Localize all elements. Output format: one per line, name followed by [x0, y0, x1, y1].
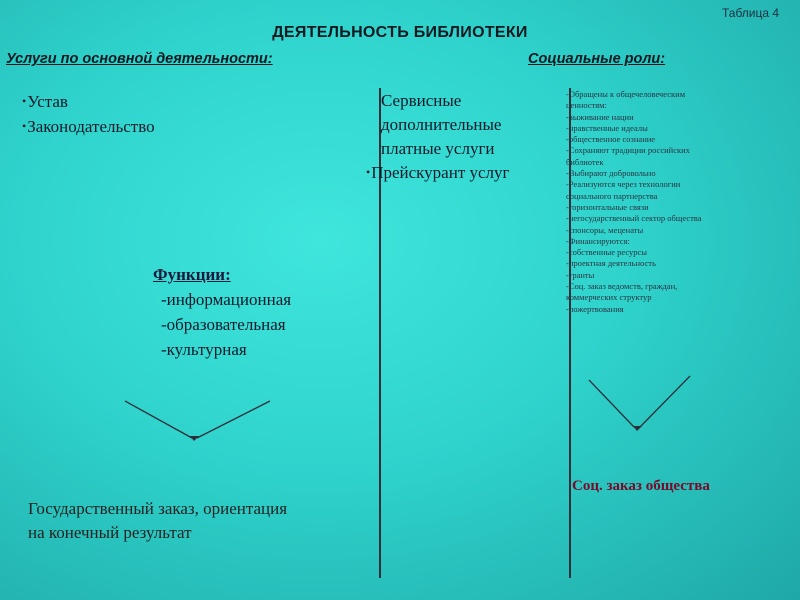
state-order-text — [28, 497, 378, 545]
paid-services-line-2: дополнительные — [381, 115, 502, 134]
right-convergence-arrow — [589, 376, 690, 427]
main-services-heading: Услуги по основной деятельности: — [6, 51, 273, 67]
social-role-line: -собственные ресурсы — [566, 247, 647, 258]
social-roles-heading: Социальные роли: — [528, 51, 666, 67]
state-order-line-1: Государственный заказ, ориентация — [28, 499, 288, 518]
function-item-educational: -образовательная — [161, 315, 286, 334]
state-order-line-2: на конечный результат — [28, 523, 192, 542]
social-order-text: Соц. заказ общества — [572, 478, 710, 494]
social-role-line: -спонсоры, меценаты — [566, 224, 644, 235]
social-role-line: социального партнерства — [566, 190, 658, 201]
social-role-line: коммерческих структур — [566, 292, 652, 303]
social-roles-list — [566, 89, 771, 315]
regulation-item-charter: • Устав — [22, 90, 155, 115]
social-role-line: -Сохраняют традиции российских — [566, 145, 690, 156]
social-role-line: библиотек — [566, 156, 604, 167]
social-role-line: -Реализуются через технологии — [566, 179, 681, 190]
price-list-item: • Прейскурант услуг — [366, 161, 551, 186]
function-item-informational: -информационная — [161, 290, 292, 309]
paid-services-line-3: платные услуги — [381, 139, 495, 158]
function-item-cultural: -культурная — [161, 340, 247, 359]
social-role-line: -горизонтальные связи — [566, 201, 649, 212]
functions-heading: Функции: — [153, 265, 231, 284]
social-role-line: -Обращены к общечеловеческим — [566, 89, 686, 99]
social-role-line: -проектная деятельность — [566, 258, 656, 269]
social-role-line: -гранты — [566, 269, 595, 280]
social-role-line: -нравственные идеалы — [566, 122, 648, 133]
social-role-line: -Соц. заказ ведомств, граждан, — [566, 281, 678, 292]
social-role-line: -негосударственный сектор общества — [566, 213, 702, 224]
page-title: ДЕЯТЕЛЬНОСТЬ БИБЛИОТЕКИ — [272, 24, 528, 41]
paid-services-line-1: Сервисные — [381, 91, 462, 110]
social-role-line: -Выбирают добровольно — [566, 168, 656, 179]
paid-services-text — [366, 89, 551, 161]
social-role-line: -выживание нации — [566, 111, 634, 122]
social-role-line: -Финансируются: — [566, 235, 630, 246]
table-number-label: Таблица 4 — [722, 6, 780, 20]
social-role-line: -общественное сознание — [566, 134, 656, 145]
paid-services-block — [366, 89, 551, 186]
social-role-line: -пожертвования — [566, 303, 624, 314]
regulation-item-legislation: • Законодательство — [22, 115, 155, 140]
social-role-line: ценностям: — [566, 100, 607, 111]
